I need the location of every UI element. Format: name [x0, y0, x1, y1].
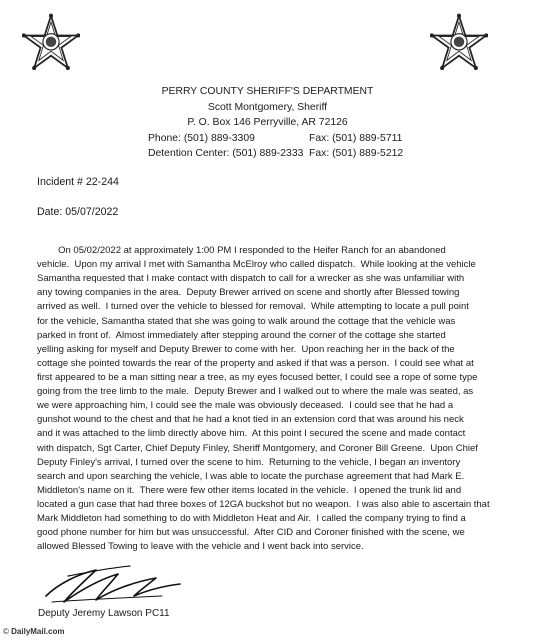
signature-name: Deputy Jeremy Lawson PC11: [38, 608, 170, 619]
image-credit-bar: [0, 623, 535, 640]
report-body-line: Deputy Finley's arrival, I turned over the scene to him. Returning to the vehicle, I began an inventory: [37, 456, 461, 468]
report-body-line: arrived as well. I turned over the vehicle to blessed for removal. While attempting to locate a pull point: [37, 301, 469, 313]
report-body-line: Mark Middleton had something to do with Middleton Heat and Air. I called the company trying to find a: [37, 513, 466, 525]
phone-number: Phone: (501) 889-3309: [148, 132, 255, 144]
detention-phone: Detention Center: (501) 889-2333: [148, 148, 304, 159]
department-name: PERRY COUNTY SHERIFF'S DEPARTMENT: [161, 86, 374, 97]
credit-symbol: ©: [3, 627, 9, 636]
report-body-line: vehicle. Upon my arrival I met with Samantha McElroy who called dispatch. While looking at the vehicle: [37, 259, 476, 271]
mailing-address: P. O. Box 146 Perryville, AR 72126: [187, 117, 348, 128]
report-body-line: On 05/02/2022 at approximately 1:00 PM I responded to the Heifer Ranch for an abandoned: [37, 245, 446, 256]
report-body-line: first appeared to be a man sitting near a tree, as my eyes focused better, I could see a rope of some type: [37, 371, 478, 383]
report-body-line: any towing companies in the area. Deputy Brewer arrived on scene and shortly after Blessed towing: [37, 287, 460, 299]
report-body-line: allowed Blessed Towing to leave with the vehicle and I went back into service.: [37, 541, 364, 553]
report-body-line: Middleton's name on it. There were few other items located in the vehicle. I opened the trunk lid and: [37, 484, 462, 496]
report-body-line: parked in front of. Almost immediately after stepping around the corner of the cottage she started: [37, 329, 446, 341]
report-body-line: yelling asking for myself and Deputy Brewer to come with her. Upon reaching her in the back of the: [37, 343, 455, 355]
phone-row: [0, 131, 535, 147]
detention-fax: Fax: (501) 889-5212: [309, 148, 404, 159]
report-body-line: good phone number for him but was unsuccessful. After CID and Coroner finished with the scene, we: [37, 527, 465, 539]
report-body-line: with dispatch, Sgt Carter, Chief Deputy Finley, Sheriff Montgomery, and Coroner Bill Greene. Upon Chief: [37, 442, 478, 454]
detention-row: [0, 146, 535, 162]
fax-number: Fax: (501) 889-5711: [309, 132, 403, 144]
sheriff-name: Scott Montgomery, Sheriff: [207, 101, 328, 113]
report-body-line: for the vehicle, Samantha stated that she was going to walk around the cottage that the vehicle was: [37, 315, 456, 327]
sheriff-star-left-icon: [22, 12, 80, 74]
letterhead: [0, 84, 535, 162]
report-body: [37, 244, 499, 554]
image-credit: [3, 627, 65, 636]
report-body-line: we were approaching him, I could see the male was obviously deceased. I could see that he had a: [37, 400, 454, 412]
report-body-line: Samantha requested that I make contact with dispatch to call for a wrecker as she was unfamiliar with: [37, 273, 465, 285]
report-body-line: gunshot wound to the chest and that he had a knot tied in an extension cord that was around his neck: [37, 414, 464, 426]
credit-brand: DailyMail.com: [11, 627, 65, 636]
handwritten-signature: [38, 556, 188, 608]
report-body-line: cottage she pointed towards the rear of the property and asked if that was a person. I could see what at: [37, 357, 474, 369]
report-body-line: search and upon searching the vehicle, I was able to locate the purchase agreement that had Mark E.: [37, 470, 465, 482]
incident-number: Incident # 22-244: [37, 176, 119, 188]
report-body-line: going from the tree limb to the male. Deputy Brewer and I walked out to where the male was seated, as: [37, 386, 474, 398]
report-body-line: and it was attached to the limb directly above him. At this point I secured the scene and made contact: [37, 428, 466, 440]
report-date: Date: 05/07/2022: [37, 206, 119, 218]
sheriff-star-right-icon: [430, 12, 488, 74]
report-body-line: located a gun case that had three boxes of 12GA buckshot but no weapon. I was also able to ascertain that: [37, 498, 490, 510]
